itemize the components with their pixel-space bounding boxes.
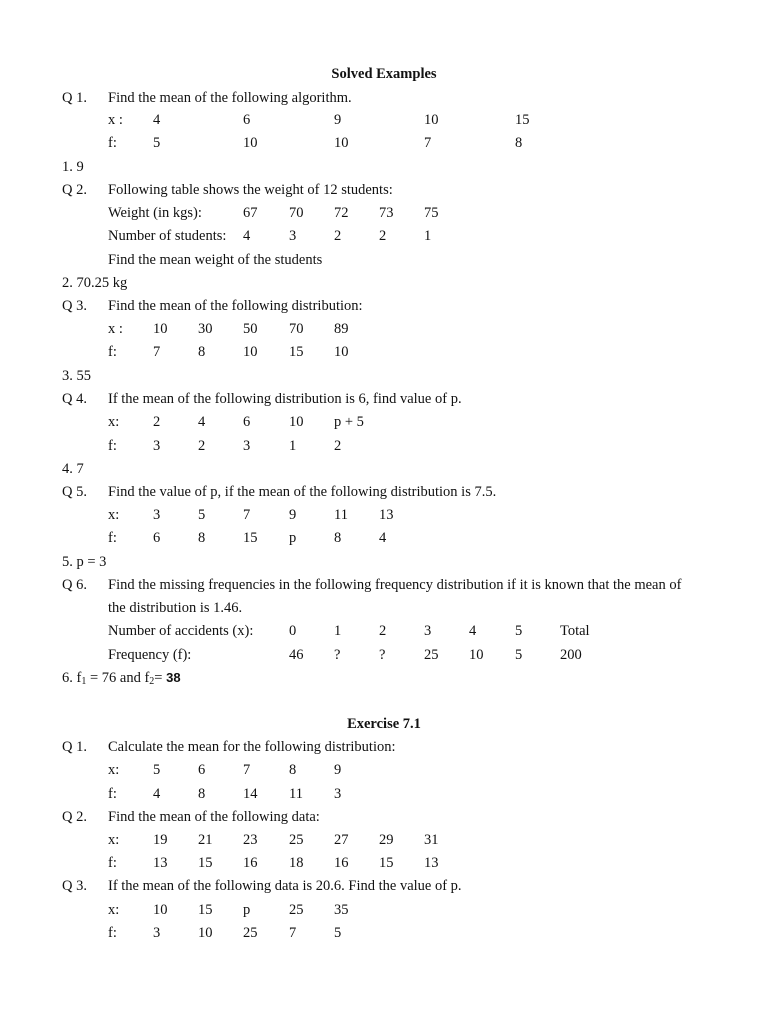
question-number: Q 2.: [62, 809, 87, 825]
answer: 1. 9: [62, 159, 84, 175]
table-cell: 15: [289, 344, 304, 360]
table-cell: 8: [198, 344, 206, 360]
row-label-x: x :: [108, 112, 123, 128]
question-number: Q 6.: [62, 577, 87, 593]
answer: [62, 671, 181, 686]
table-cell: 29: [379, 832, 394, 848]
table-cell: 5: [515, 647, 523, 663]
table-cell: 15: [243, 530, 258, 546]
table-cell: 2: [198, 438, 206, 454]
table-cell: 18: [289, 855, 304, 871]
subscript: 1: [81, 676, 87, 687]
table-cell: 8: [289, 762, 297, 778]
table-cell: 27: [334, 832, 349, 848]
table-cell: 72: [334, 205, 349, 221]
row-label-x: x:: [108, 507, 120, 523]
table-cell: 75: [424, 205, 439, 221]
row-label-f: f:: [108, 344, 117, 360]
table-cell: 5: [334, 925, 342, 941]
question-number: Q 3.: [62, 878, 87, 894]
table-cell: 16: [243, 855, 258, 871]
answer-bold-value: 38: [166, 670, 181, 685]
table-cell: 3: [153, 438, 161, 454]
row-label-x: Number of accidents (x):: [108, 623, 254, 639]
question-text: Find the mean of the following data:: [108, 809, 320, 825]
table-cell: 11: [334, 507, 348, 523]
table-cell: 15: [379, 855, 394, 871]
table-cell: 7: [243, 507, 251, 523]
table-cell: 31: [424, 832, 439, 848]
question-text: Following table shows the weight of 12 students:: [108, 182, 393, 198]
table-cell: 70: [289, 205, 304, 221]
table-cell: 6: [243, 112, 251, 128]
table-cell: 10: [243, 135, 258, 151]
table-cell: 25: [289, 902, 304, 918]
table-cell: 4: [198, 414, 206, 430]
table-cell: 8: [334, 530, 342, 546]
table-cell: 15: [515, 112, 530, 128]
table-cell: 4: [153, 112, 161, 128]
table-cell: 3: [153, 925, 161, 941]
table-cell: p: [243, 902, 251, 918]
table-cell: 70: [289, 321, 304, 337]
table-cell: 1: [289, 438, 297, 454]
answer: 2. 70.25 kg: [62, 275, 128, 291]
table-cell: 73: [379, 205, 394, 221]
table-cell: 7: [289, 925, 297, 941]
question-text: Find the mean of the following distribution:: [108, 298, 363, 314]
table-cell: 10: [198, 925, 213, 941]
table-cell: 2: [334, 228, 342, 244]
table-cell: 2: [379, 623, 387, 639]
question-text: Find the mean of the following algorithm.: [108, 90, 352, 106]
table-cell: ?: [334, 647, 341, 663]
table-cell: 67: [243, 205, 258, 221]
row-label-x: Weight (in kgs):: [108, 205, 202, 221]
table-cell: 23: [243, 832, 258, 848]
table-cell: 21: [198, 832, 213, 848]
table-cell: 2: [334, 438, 342, 454]
row-label-f: f:: [108, 855, 117, 871]
row-label-f: f:: [108, 925, 117, 941]
table-cell: 6: [198, 762, 206, 778]
table-cell: ?: [379, 647, 386, 663]
table-cell: 25: [424, 647, 439, 663]
table-cell: 25: [243, 925, 258, 941]
question-number: Q 1.: [62, 739, 87, 755]
table-cell: 35: [334, 902, 349, 918]
table-cell: 14: [243, 786, 258, 802]
question-number: Q 4.: [62, 391, 87, 407]
table-cell: 15: [198, 902, 213, 918]
row-label-f: f:: [108, 438, 117, 454]
table-cell: 2: [379, 228, 387, 244]
table-cell: 50: [243, 321, 258, 337]
table-cell: 10: [424, 112, 439, 128]
table-cell: 15: [198, 855, 213, 871]
section-title-exercise: Exercise 7.1: [347, 716, 421, 732]
table-cell: 10: [334, 135, 349, 151]
table-cell: 200: [560, 647, 582, 663]
question-text: Find the value of p, if the mean of the following distribution is 7.5.: [108, 484, 497, 500]
table-cell: 4: [243, 228, 251, 244]
question-number: Q 1.: [62, 90, 87, 106]
table-cell: 2: [153, 414, 161, 430]
table-cell: 46: [289, 647, 304, 663]
row-label-x: x :: [108, 321, 123, 337]
table-cell: 7: [153, 344, 161, 360]
table-cell: 3: [243, 438, 251, 454]
question-text: If the mean of the following data is 20.6. Find the value of p.: [108, 878, 462, 894]
table-cell: 9: [334, 762, 342, 778]
question-number: Q 5.: [62, 484, 87, 500]
table-cell: 9: [334, 112, 342, 128]
table-cell: 3: [424, 623, 432, 639]
table-cell: 4: [469, 623, 477, 639]
table-cell: 25: [289, 832, 304, 848]
table-cell: 10: [243, 344, 258, 360]
table-cell: 13: [424, 855, 439, 871]
row-label-f: f:: [108, 530, 117, 546]
row-label-f: f:: [108, 135, 117, 151]
answer-part: =: [154, 670, 167, 686]
answer: 3. 55: [62, 368, 91, 384]
table-cell: 13: [153, 855, 168, 871]
answer-part: = 76 and f: [86, 670, 150, 686]
table-cell: 89: [334, 321, 349, 337]
table-cell: 3: [153, 507, 161, 523]
table-cell: 8: [515, 135, 523, 151]
table-cell: 7: [243, 762, 251, 778]
table-cell: 8: [198, 786, 206, 802]
table-cell: 13: [379, 507, 394, 523]
table-cell: 4: [153, 786, 161, 802]
question-number: Q 2.: [62, 182, 87, 198]
table-cell: 4: [379, 530, 387, 546]
table-cell: 5: [153, 135, 161, 151]
row-label-f: f:: [108, 786, 117, 802]
table-cell: 5: [198, 507, 206, 523]
answer: 5. p = 3: [62, 554, 107, 570]
table-cell: 3: [289, 228, 297, 244]
question-text: the distribution is 1.46.: [108, 600, 243, 616]
table-cell: 7: [424, 135, 432, 151]
table-cell: 10: [334, 344, 349, 360]
table-cell: 11: [289, 786, 303, 802]
row-label-x: x:: [108, 762, 120, 778]
row-label-x: x:: [108, 902, 120, 918]
table-cell: 30: [198, 321, 213, 337]
answer: 4. 7: [62, 461, 84, 477]
question-text: If the mean of the following distribution is 6, find value of p.: [108, 391, 462, 407]
table-cell: 5: [153, 762, 161, 778]
table-cell: 10: [289, 414, 304, 430]
table-cell: Total: [560, 623, 590, 639]
table-cell: 9: [289, 507, 297, 523]
table-cell: 5: [515, 623, 523, 639]
table-cell: 1: [424, 228, 432, 244]
table-cell: 8: [198, 530, 206, 546]
question-text: Find the missing frequencies in the following frequency distribution if it is known that the mean of: [108, 577, 682, 593]
question-text: Find the mean weight of the students: [108, 252, 323, 268]
question-number: Q 3.: [62, 298, 87, 314]
row-label-f: Number of students:: [108, 228, 227, 244]
table-cell: 19: [153, 832, 168, 848]
table-cell: 0: [289, 623, 297, 639]
row-label-x: x:: [108, 832, 120, 848]
table-cell: 6: [243, 414, 251, 430]
row-label-x: x:: [108, 414, 120, 430]
table-cell: p: [289, 530, 297, 546]
section-title-solved-examples: Solved Examples: [331, 66, 437, 82]
table-cell: 16: [334, 855, 349, 871]
table-cell: 3: [334, 786, 342, 802]
table-cell: 6: [153, 530, 161, 546]
table-cell: p + 5: [334, 414, 364, 430]
row-label-f: Frequency (f):: [108, 647, 192, 663]
question-text: Calculate the mean for the following distribution:: [108, 739, 396, 755]
table-cell: 10: [469, 647, 484, 663]
table-cell: 10: [153, 902, 168, 918]
answer-part: 6. f: [62, 670, 82, 686]
table-cell: 1: [334, 623, 342, 639]
subscript: 2: [149, 676, 155, 687]
table-cell: 10: [153, 321, 168, 337]
